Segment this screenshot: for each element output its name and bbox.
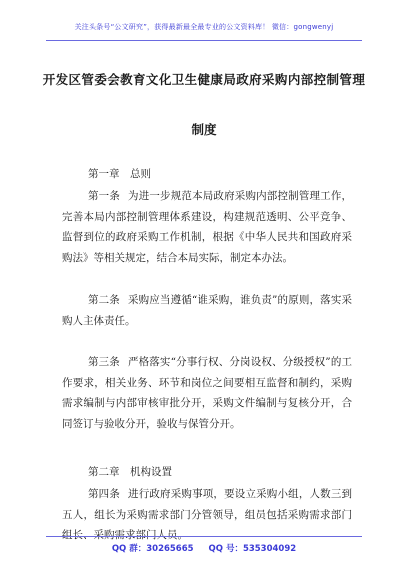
chapter-heading-1: 第一章 总则 <box>88 168 151 180</box>
article-number: 第三条 <box>88 356 120 368</box>
qq-number: QQ 号：535304092 <box>208 544 297 554</box>
qq-group: QQ 群：30265665 <box>111 544 194 554</box>
chapter-heading-2: 第二章 机构设置 <box>88 466 172 478</box>
document-title: 开发区管委会教育文化卫生健康局政府采购内部控制管理 <box>42 72 366 87</box>
article-3 <box>62 352 352 434</box>
article-text: 严格落实“分事行权、分岗设权、分级授权”的工作要求，相关业务、环节和岗位之间要相互监督和制约，采购需求编制与内部审核审批分开，采购文件编制与复核分开，合同签订与验收分开，验收与保管分开。 <box>62 356 352 430</box>
article-text: 采购应当遵循“谁采购，谁负责”的原则，落实采购人主体责任。 <box>62 294 352 327</box>
contact-footer <box>0 542 408 554</box>
article-number: 第二条 <box>88 294 120 306</box>
article-number: 第一条 <box>88 190 121 202</box>
promo-header: 关注头条号“公文研究”，获得最新最全最专业的公文资料库！ 微信：gongwenyj <box>74 23 334 31</box>
header-divider <box>46 40 362 41</box>
footer-divider <box>46 536 362 537</box>
article-text: 为进一步规范本局政府采购内部控制管理工作，完善本局内部控制管理体系建设，构建规范透明、公平竞争、监督到位的政府采购工作机制，根据《中华人民共和国政府采购法》等相关规定，结合本局实际，制定本办法。 <box>62 190 353 264</box>
article-number: 第四条 <box>88 488 121 500</box>
document-subtitle: 制度 <box>191 122 217 137</box>
article-2 <box>62 290 352 331</box>
article-text: 进行政府采购事项，要设立采购小组，人数三到五人，组长为采购需求部门分管领导，组员包括采购需求部门 <box>62 488 353 521</box>
article-1 <box>62 186 352 268</box>
